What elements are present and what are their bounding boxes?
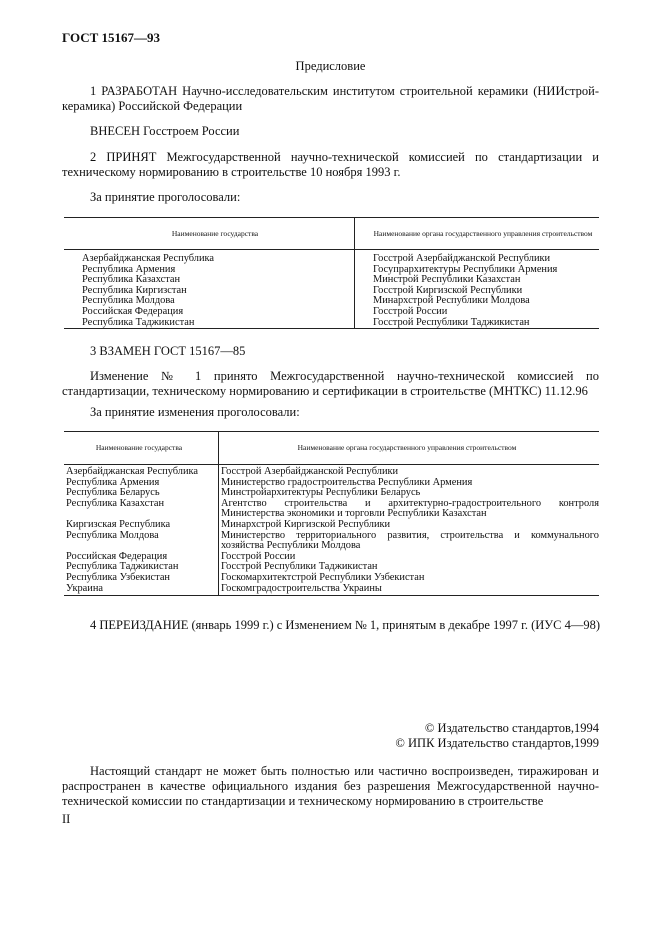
authority-cell: Госупрархитектуры Республики Армения	[355, 265, 600, 276]
authority-cell: Госстрой Азербайджанской Республики	[219, 465, 600, 478]
table-row	[64, 307, 599, 318]
state-cell: Российская Федерация	[66, 550, 168, 562]
state-cell: Республика Киргизстан	[82, 284, 187, 296]
voting-table-2	[64, 431, 599, 596]
state-cell: Республика Беларусь	[66, 487, 160, 499]
voted-label-2: За принятие изменения проголосовали:	[90, 405, 300, 419]
state-cell: Республика Армения	[66, 476, 160, 488]
authority-cell: Госстрой Республики Таджикистан	[219, 562, 600, 573]
table-row	[64, 573, 599, 584]
state-cell: Азербайджанская Республика	[66, 466, 199, 477]
state-cell: Республика Армения	[82, 263, 176, 275]
copyright-notice: Настоящий стандарт не может быть полностью или частично воспроизведен, тиражирован и распространен в качестве официального издания без разрешения Межгосударственной научно-технической комиссии по стандартизации и техническому нормированию в строительстве	[62, 764, 599, 808]
amendment-paragraph: Изменение № 1 принято Межгосударственной научно-технической комиссией по стандартизации, техническому нормированию и сертификации в строительстве (МНТКС) 11.12.96	[62, 369, 599, 398]
column-header-authority: Наименование органа государственного управления строительством	[355, 218, 600, 250]
table-row	[64, 531, 599, 552]
state-cell: Российская Федерация	[82, 305, 184, 317]
accepted-paragraph: 2 ПРИНЯТ Межгосударственной научно-технической комиссией по стандартизации и техническому нормированию в строительстве 10 ноября 1993 г.	[62, 150, 599, 179]
authority-cell: Минстрой Республики Казахстан	[355, 275, 600, 286]
document-code: ГОСТ 15167—93	[62, 30, 161, 45]
authority-cell: Минархстрой Киргизской Республики	[219, 520, 600, 531]
copyright-line-1: © Издательство стандартов,1994	[424, 721, 599, 735]
column-header-state: Наименование государства	[64, 218, 355, 250]
authority-cell: Госкомградостроительства Украины	[219, 584, 600, 596]
state-cell: Киргизская Республика	[66, 518, 171, 530]
authority-cell: Госкомархитектстрой Республики Узбекистан	[219, 573, 600, 584]
state-cell: Республика Таджикистан	[66, 561, 179, 573]
table-row	[64, 250, 599, 265]
state-cell: Азербайджанская Республика	[82, 253, 215, 264]
authority-cell: Агентство строительства и архитектурно-градостроительного контроля Министерства экономики и торговли Республики Казахстан	[219, 499, 600, 520]
table-header-row	[64, 432, 599, 465]
authority-cell: Госстрой Азербайджанской Республики	[355, 250, 600, 265]
introduced-paragraph: ВНЕСЕН Госстроем России	[90, 124, 240, 138]
reissue-paragraph: 4 ПЕРЕИЗДАНИЕ (январь 1999 г.) с Изменением № 1, принятым в декабре 1997 г. (ИУС 4—98)	[90, 618, 601, 632]
authority-cell: Госстрой Республики Таджикистан	[355, 318, 600, 329]
authority-cell: Госстрой России	[219, 552, 600, 563]
authority-cell: Госстрой Киргизской Республики	[355, 286, 600, 297]
authority-cell: Минстройархитектуры Республики Беларусь	[219, 488, 600, 499]
copyright-block	[395, 721, 599, 751]
table-row	[64, 499, 599, 520]
state-cell: Республика Молдова	[66, 529, 159, 541]
state-cell: Республика Казахстан	[66, 497, 165, 509]
table-row	[64, 584, 599, 596]
table-row	[64, 318, 599, 329]
voted-label-1: За принятие проголосовали:	[90, 190, 241, 204]
state-cell: Республика Молдова	[82, 295, 175, 307]
state-cell: Республика Казахстан	[82, 274, 181, 286]
column-header-state: Наименование государства	[64, 432, 219, 465]
authority-cell: Минархстрой Республики Молдова	[355, 296, 600, 307]
authority-cell: Министерство градостроительства Республики Армения	[219, 478, 600, 489]
state-cell: Республика Таджикистан	[82, 316, 195, 328]
table-row	[64, 465, 599, 478]
voting-table-1	[64, 217, 599, 329]
state-cell: Республика Узбекистан	[66, 571, 170, 583]
developed-paragraph: 1 РАЗРАБОТАН Научно-исследовательским институтом строительной керамики (НИИстрой-керамика) Российской Федерации	[62, 84, 599, 113]
authority-cell: Госстрой России	[355, 307, 600, 318]
replaced-paragraph: 3 ВЗАМЕН ГОСТ 15167—85	[90, 344, 246, 358]
column-header-authority: Наименование органа государственного управления строительством	[219, 432, 600, 465]
state-cell: Украина	[66, 582, 104, 594]
page-title: Предисловие	[295, 59, 366, 73]
page-number: II	[62, 812, 71, 826]
table-header-row	[64, 218, 599, 250]
authority-cell: Министерство территориального развития, строительства и коммунального хозяйства Республики Молдова	[219, 531, 600, 552]
copyright-line-2: © ИПК Издательство стандартов,1999	[395, 736, 599, 750]
table-row	[64, 520, 599, 531]
